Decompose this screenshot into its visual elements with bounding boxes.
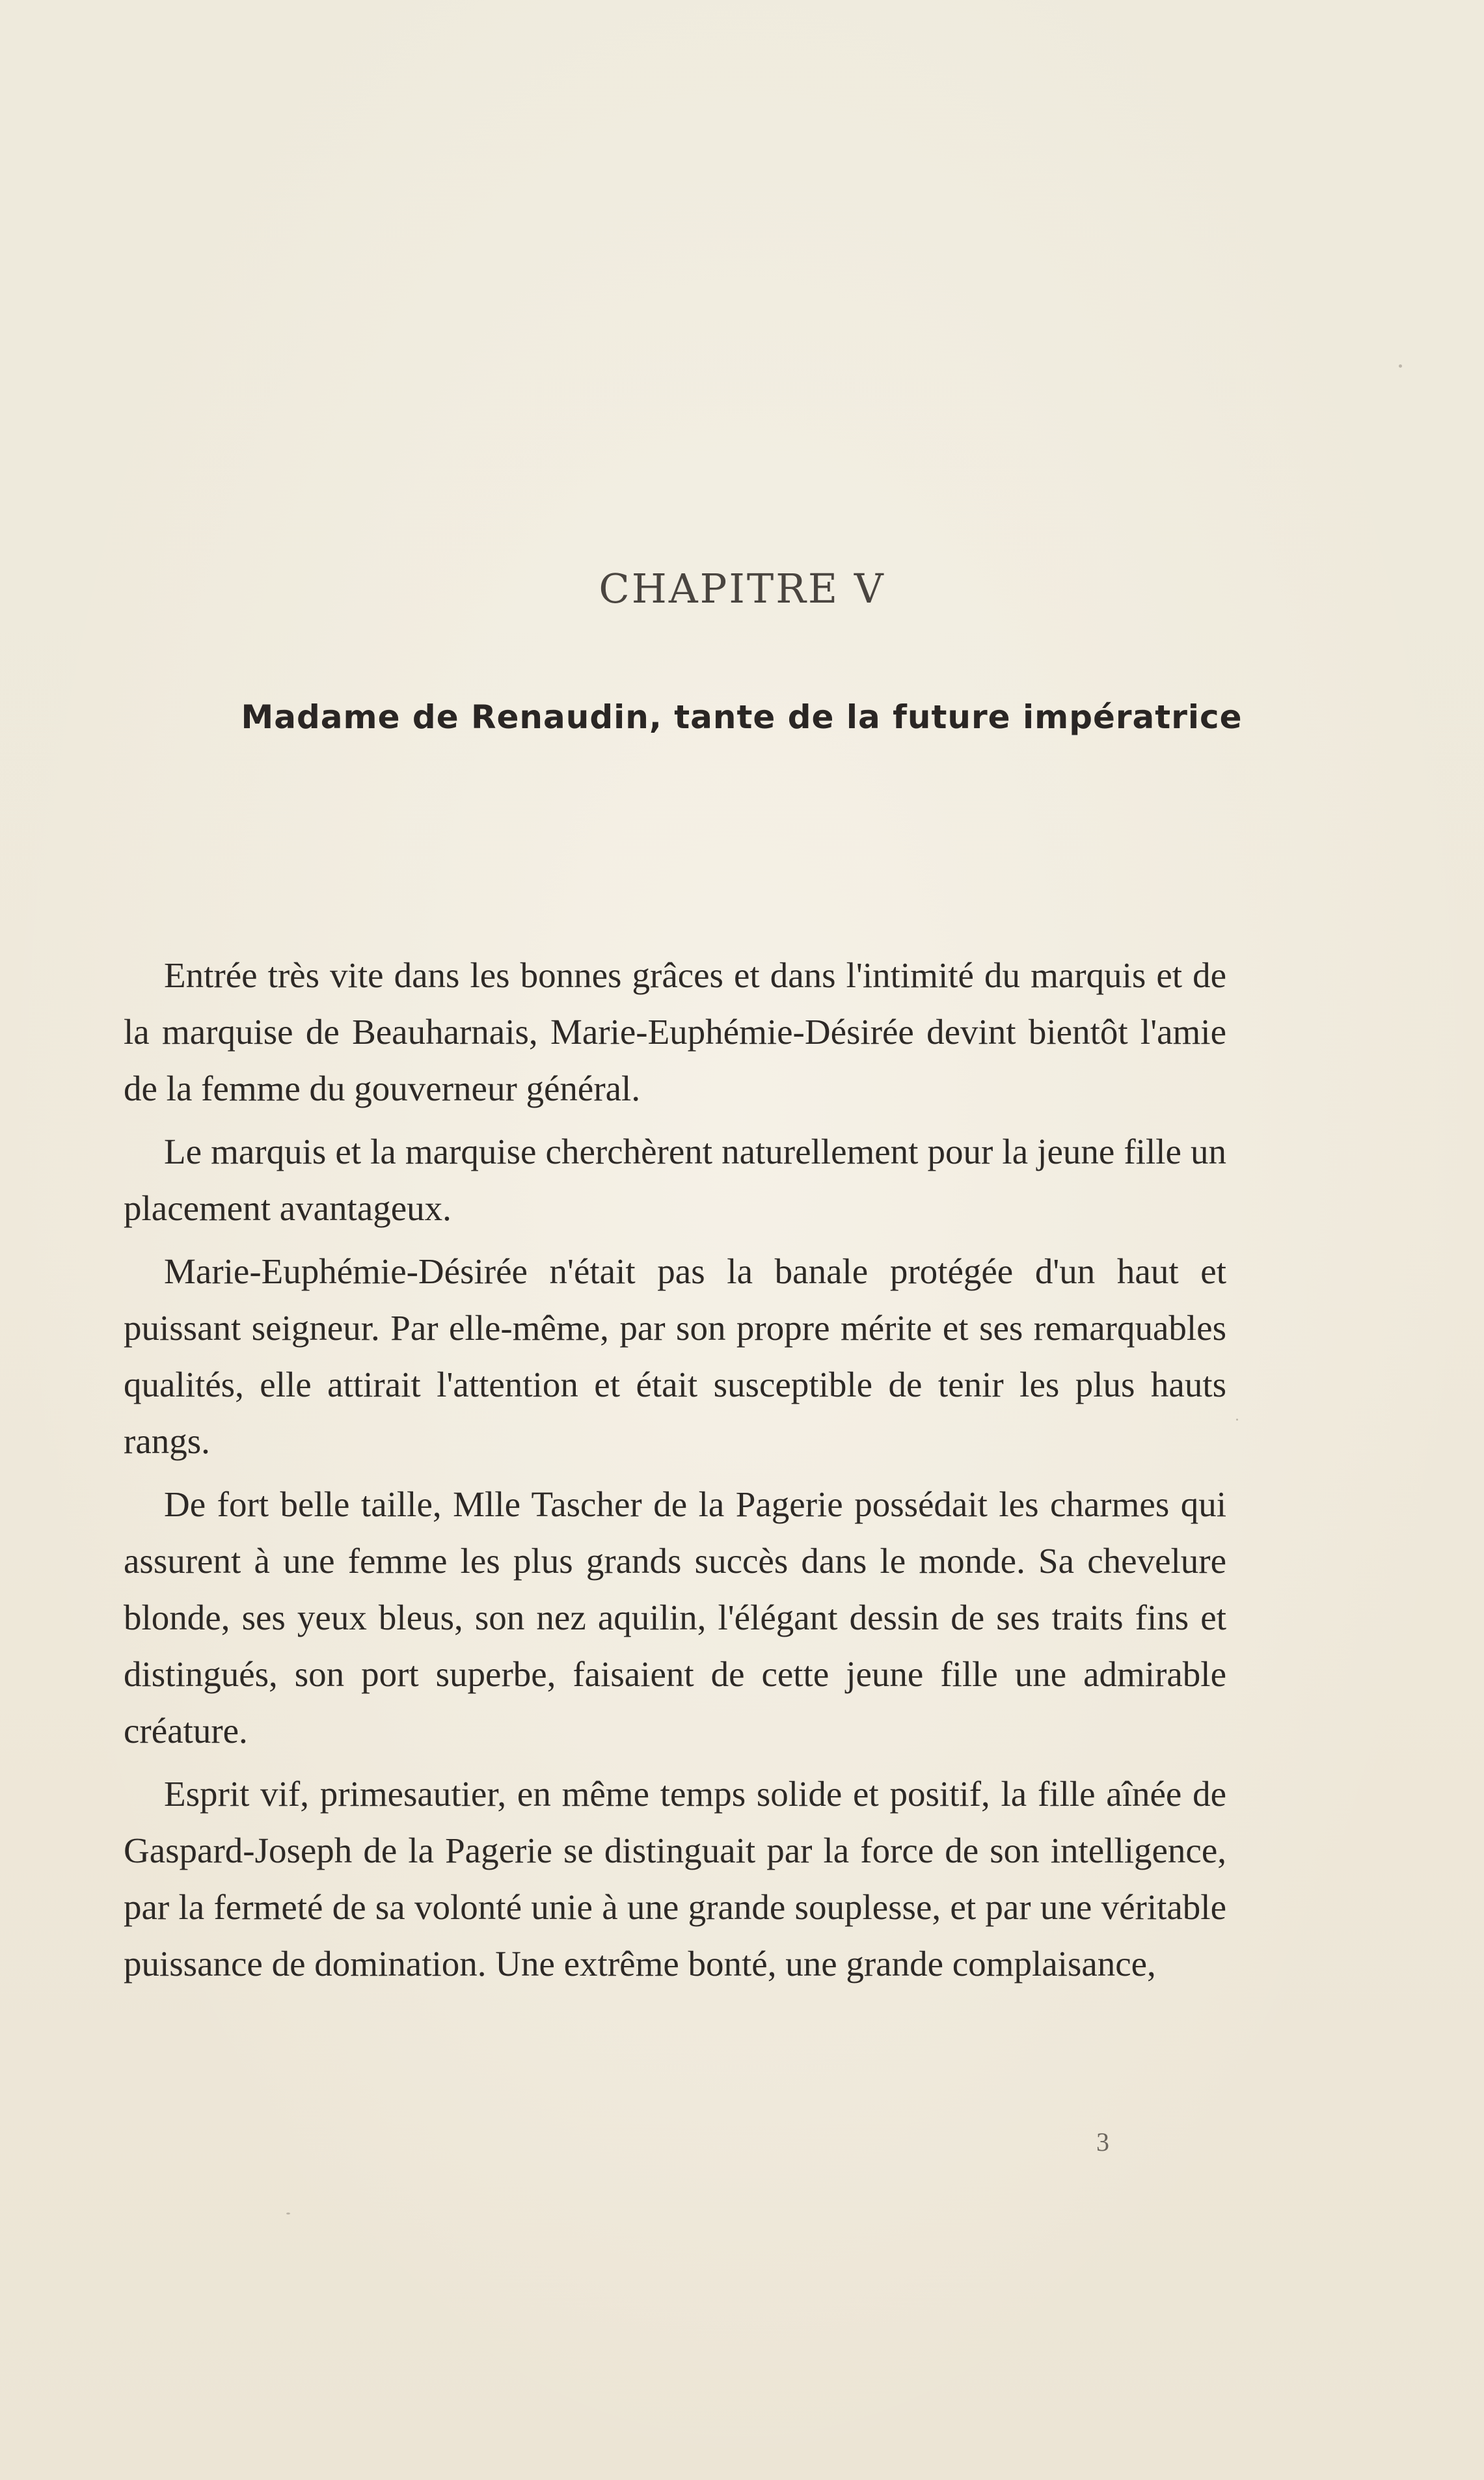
paragraph: Marie-Euphémie-Désirée n'était pas la banale protégée d'un haut et puissant seigneur. Par elle-même, par son propre mérite et ses remarquables qualités, elle attirait l'attention et était susceptible de tenir les plus hauts rangs. — [124, 1251, 1226, 1461]
page-number: 3 — [1096, 2127, 1109, 2157]
paper-speck — [286, 2213, 290, 2214]
paper-speck — [1399, 364, 1402, 368]
paragraph: Le marquis et la marquise cherchèrent naturellement pour la jeune fille un placement avantageux. — [124, 1132, 1226, 1228]
paragraph: Entrée très vite dans les bonnes grâces et dans l'intimité du marquis et de la marquise de Beauharnais, Marie-Euphémie-Désirée devint bientôt l'amie de la femme du gouverneur général. — [124, 955, 1226, 1108]
body-text — [124, 947, 1226, 1998]
paper-speck — [1236, 1419, 1238, 1421]
chapter-subtitle: Madame de Renaudin, tante de la future impératrice — [241, 698, 1243, 736]
chapter-title: CHAPITRE V — [599, 565, 885, 612]
paragraph: De fort belle taille, Mlle Tascher de la Pagerie possédait les charmes qui assurent à une femme les plus grands succès dans le monde. Sa chevelure blonde, ses yeux bleus, son nez aquilin, l'élégant dessin de ses traits fins et distingués, son port superbe, faisaient de cette jeune fille une admirable créature. — [124, 1484, 1226, 1751]
paragraph: Esprit vif, primesautier, en même temps solide et positif, la fille aînée de Gaspard-Joseph de la Pagerie se distinguait par la force de son intelligence, par la fermeté de sa volonté unie à une grande souplesse, et par une véritable puissance de domination. Une extrême bonté, une grande complaisance, — [124, 1774, 1226, 1983]
